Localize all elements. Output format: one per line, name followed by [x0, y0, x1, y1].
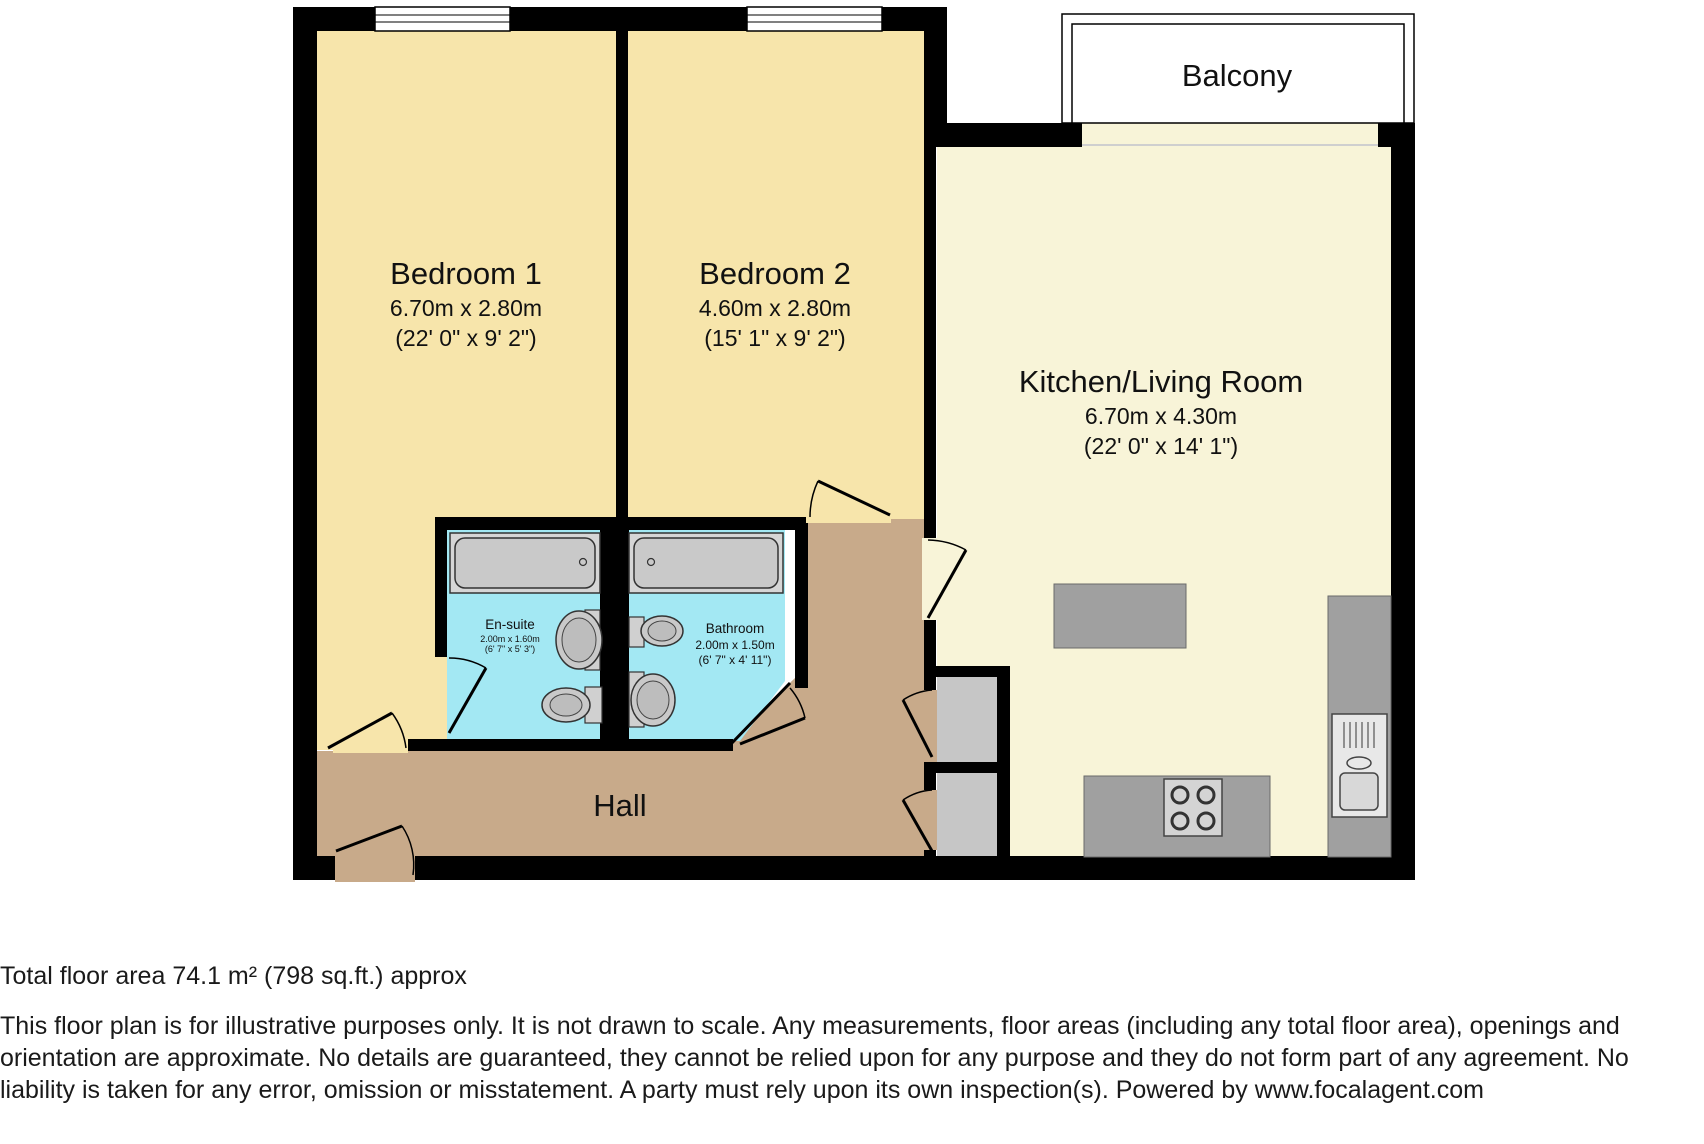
ensuite-name: En-suite	[485, 617, 535, 632]
bedroom-1-name: Bedroom 1	[390, 256, 542, 291]
disclaimer-text: This floor plan is for illustrative purposes only. It is not drawn to scale. Any measurements, floor areas (including any total floor area), openings and orientation are approximate. No details are guaranteed, they cannot be relied upon for any purpose and they do not form part of any agreement. No liability is taken for any error, omission or misstatement. A party must rely upon its own inspection(s). Powered by www.focalagent.com	[0, 1012, 1629, 1104]
balcony-door-opening	[1082, 123, 1378, 145]
ensuite-metric: 2.00m x 1.60m	[480, 634, 540, 644]
toilet-icon	[629, 616, 683, 647]
bath-icon	[450, 533, 600, 593]
total-floor-area: Total floor area 74.1 m² (798 sq.ft.) approx	[0, 962, 467, 990]
kitchen-sink-icon	[1332, 714, 1387, 817]
ensuite-imperial: (6' 7" x 5' 3")	[484, 644, 536, 654]
window-bedroom-1	[375, 7, 510, 31]
kitchen-metric: 6.70m x 4.30m	[1084, 403, 1238, 429]
window-bedroom-2	[747, 7, 882, 31]
bath-icon	[629, 533, 783, 593]
bathroom-metric: 2.00m x 1.50m	[695, 638, 775, 652]
bedroom-1-metric: 6.70m x 2.80m	[389, 295, 543, 321]
bedroom-2-imperial: (15' 1" x 9' 2")	[704, 325, 846, 351]
kitchen-imperial: (22' 0" x 14' 1")	[1083, 433, 1239, 459]
hall-name: Hall	[593, 788, 647, 823]
bedroom-2-metric: 4.60m x 2.80m	[698, 295, 852, 321]
bathroom-imperial: (6' 7" x 4' 11")	[698, 653, 772, 667]
basin-icon	[629, 672, 675, 727]
bathroom-name: Bathroom	[705, 621, 765, 636]
kitchen-name: Kitchen/Living Room	[1018, 364, 1304, 399]
hob-icon	[1164, 779, 1222, 836]
bedroom-1-imperial: (22' 0" x 9' 2")	[395, 325, 537, 351]
basin-icon	[556, 610, 602, 670]
kitchen-island	[1054, 584, 1186, 648]
cupboard-2	[937, 773, 997, 856]
balcony-name: Balcony	[1181, 58, 1293, 93]
bedroom-2-name: Bedroom 2	[699, 256, 851, 291]
toilet-icon	[542, 687, 602, 723]
cupboard-1	[937, 677, 997, 762]
